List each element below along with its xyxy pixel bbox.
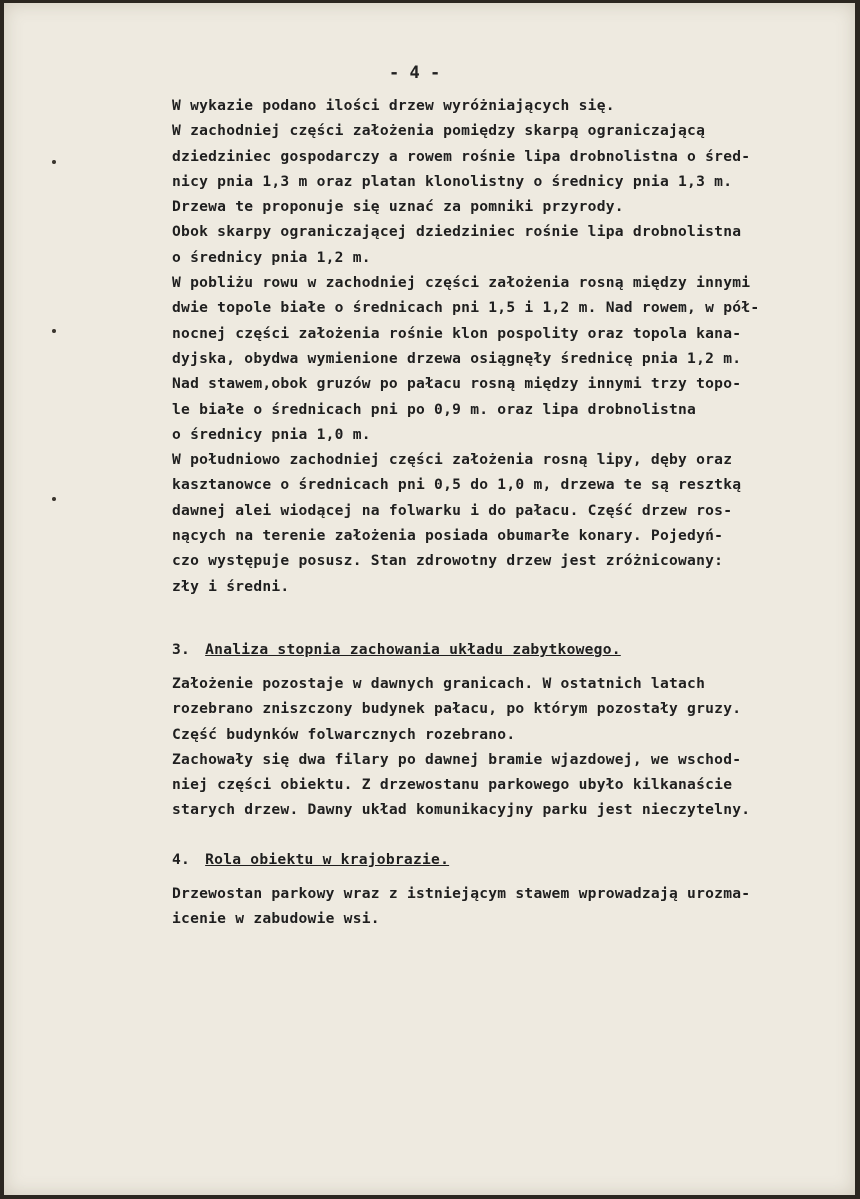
- page-number: - 4 -: [389, 63, 441, 83]
- text-line: o średnicy pnia 1,2 m.: [172, 248, 371, 266]
- section-number: 4.: [172, 851, 191, 868]
- text-line: nocnej części założenia rośnie klon pospolity oraz topola kana-: [172, 324, 742, 342]
- text-line: W wykazie podano ilości drzew wyróżniających się.: [172, 97, 615, 114]
- text-line: kasztanowce o średnicach pni 0,5 do 1,0 m, drzewa te są resztką: [172, 476, 742, 494]
- text-line: dawnej alei wiodącej na folwarku i do pałacu. Część drzew ros-: [172, 501, 733, 519]
- paragraph-preservation-analysis: [172, 671, 852, 823]
- text-line: o średnicy pnia 1,0 m.: [172, 425, 371, 443]
- text-line: Nad stawem,obok gruzów po pałacu rosną między innymi trzy topo-: [172, 375, 742, 393]
- section-title: Analiza stopnia zachowania układu zabytkowego.: [205, 641, 621, 658]
- text-line: nicy pnia 1,3 m oraz platan klonolistny o średnicy pnia 1,3 m.: [172, 172, 733, 190]
- text-line: Drzewostan parkowy wraz z istniejącym stawem wprowadzają urozma-: [172, 885, 751, 902]
- text-line: icenie w zabudowie wsi.: [172, 910, 380, 928]
- text-line: Część budynków folwarcznych rozebrano.: [172, 725, 516, 743]
- text-line: dwie topole białe o średnicach pni 1,5 i 1,2 m. Nad rowem, w pół-: [172, 299, 760, 317]
- text-line: starych drzew. Dawny układ komunikacyjny parku jest nieczytelny.: [172, 801, 751, 819]
- paragraph-tree-inventory: [172, 93, 852, 599]
- text-line: czo występuje posusz. Stan zdrowotny drzew jest zróżnicowany:: [172, 552, 724, 570]
- binder-hole-mark: [52, 497, 56, 501]
- text-line: Obok skarpy ograniczającej dziedziniec rośnie lipa drobnolistna: [172, 223, 742, 241]
- text-line: rozebrano zniszczony budynek pałacu, po którym pozostały gruzy.: [172, 700, 742, 718]
- text-line: W zachodniej części założenia pomiędzy skarpą ograniczającą: [172, 122, 706, 140]
- binder-hole-mark: [52, 160, 56, 164]
- text-line: niej części obiektu. Z drzewostanu parkowego ubyło kilkanaście: [172, 776, 733, 794]
- section-3-heading: [172, 637, 852, 662]
- text-line: nących na terenie założenia posiada obumarłe konary. Pojedyń-: [172, 527, 724, 545]
- text-line: dziedziniec gospodarczy a rowem rośnie lipa drobnolistna o śred-: [172, 147, 751, 165]
- section-4-heading: [172, 847, 852, 872]
- document-page: [4, 3, 855, 1195]
- text-line: dyjska, obydwa wymienione drzewa osiągnęły średnicę pnia 1,2 m.: [172, 349, 742, 367]
- text-line: Drzewa te proponuje się uznać za pomniki przyrody.: [172, 198, 624, 216]
- text-line: W południowo zachodniej części założenia rosną lipy, dęby oraz: [172, 451, 733, 469]
- section-number: 3.: [172, 641, 191, 658]
- text-line: zły i średni.: [172, 577, 290, 595]
- section-title: Rola obiektu w krajobrazie.: [205, 851, 450, 868]
- paragraph-landscape-role: [172, 881, 852, 932]
- binder-hole-mark: [52, 329, 56, 333]
- text-line: W pobliżu rowu w zachodniej części założenia rosną między innymi: [172, 274, 751, 292]
- text-line: Założenie pozostaje w dawnych granicach. W ostatnich latach: [172, 675, 706, 692]
- text-line: le białe o średnicach pni po 0,9 m. oraz lipa drobnolistna: [172, 400, 697, 418]
- text-line: Zachowały się dwa filary po dawnej bramie wjazdowej, we wschod-: [172, 750, 742, 768]
